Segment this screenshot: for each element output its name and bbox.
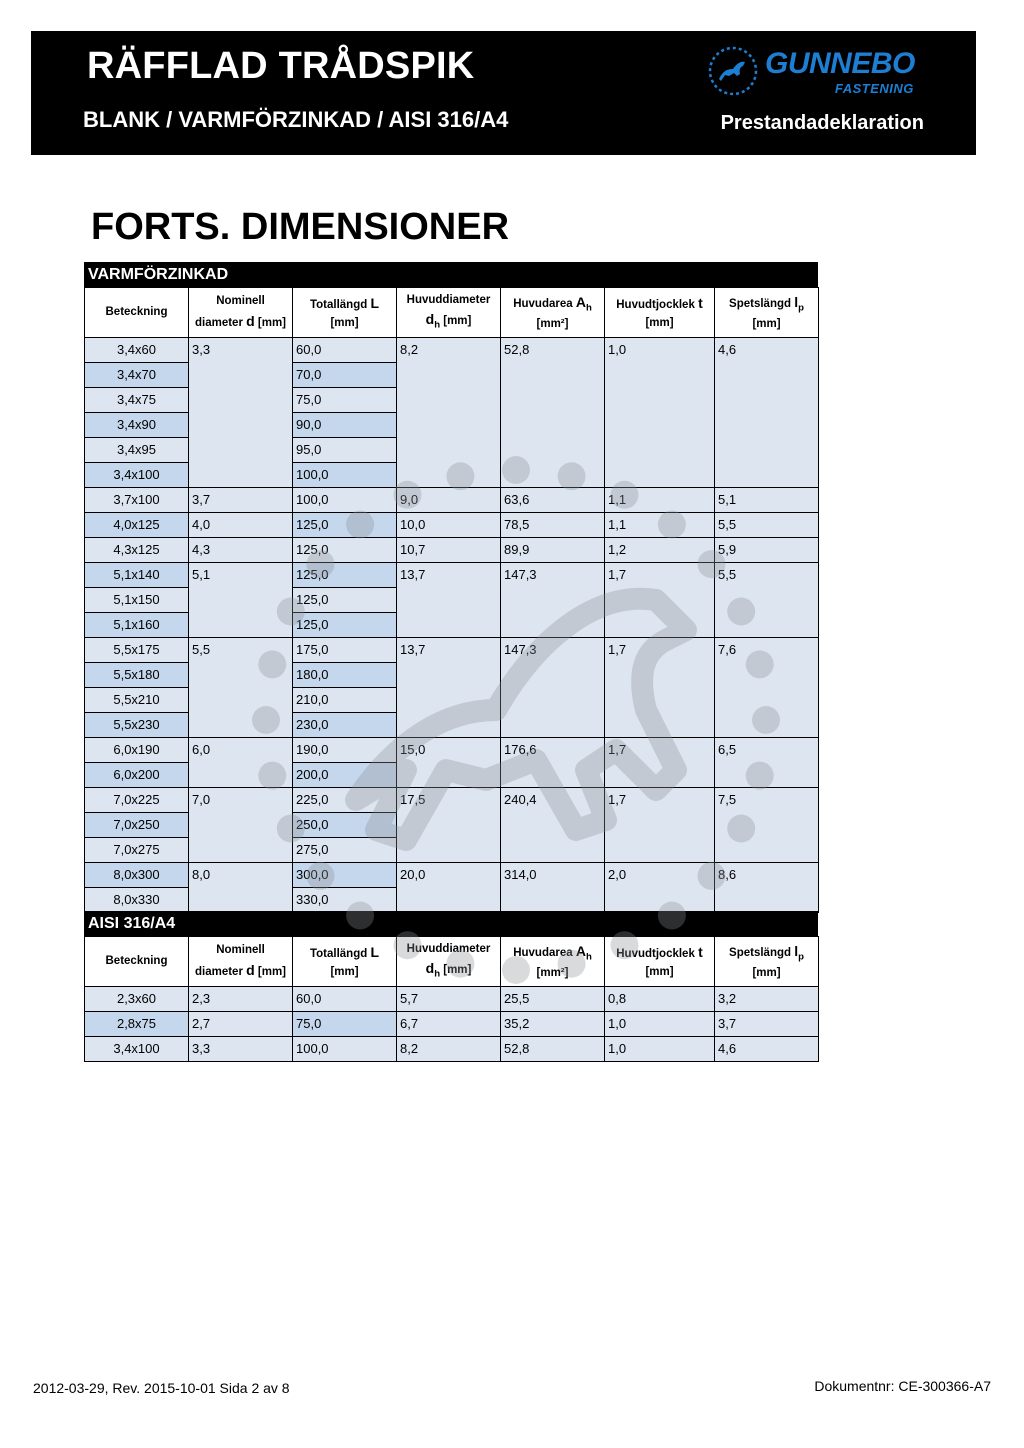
cell-beteckning: 2,3x60 <box>85 987 189 1012</box>
cell-beteckning: 3,4x60 <box>85 338 189 363</box>
cell-beteckning: 3,4x90 <box>85 413 189 438</box>
cell-beteckning: 5,1x140 <box>85 563 189 588</box>
cell-nominell-diameter: 2,3 <box>189 987 293 1012</box>
table-row <box>85 563 819 588</box>
cell-beteckning: 7,0x225 <box>85 788 189 813</box>
cell-huvudtjocklek: 1,0 <box>605 338 715 488</box>
cell-huvuddiameter: 8,2 <box>397 1037 501 1062</box>
cell-huvudarea: 52,8 <box>501 338 605 488</box>
cell-huvuddiameter: 6,7 <box>397 1012 501 1037</box>
cell-huvudtjocklek: 2,0 <box>605 863 715 913</box>
cell-huvudtjocklek: 1,0 <box>605 1037 715 1062</box>
cell-totallangd: 70,0 <box>293 363 397 388</box>
footer-date-page: 2012-03-29, Rev. 2015-10-01 Sida 2 av 8 <box>33 1380 290 1396</box>
gunnebo-logo <box>707 45 927 101</box>
cell-huvudarea: 240,4 <box>501 788 605 863</box>
cell-beteckning: 5,5x175 <box>85 638 189 663</box>
cell-huvuddiameter: 5,7 <box>397 987 501 1012</box>
cell-huvuddiameter: 13,7 <box>397 638 501 738</box>
cell-nominell-diameter: 4,3 <box>189 538 293 563</box>
table-row <box>85 788 819 813</box>
logo-word: GUNNEBO <box>765 47 915 80</box>
cell-nominell-diameter: 7,0 <box>189 788 293 863</box>
cell-huvudarea: 147,3 <box>501 638 605 738</box>
table-row <box>85 1012 819 1037</box>
cell-beteckning: 5,5x230 <box>85 713 189 738</box>
table-row <box>85 538 819 563</box>
cell-nominell-diameter: 4,0 <box>189 513 293 538</box>
cell-huvudtjocklek: 1,1 <box>605 488 715 513</box>
cell-totallangd: 175,0 <box>293 638 397 663</box>
cell-nominell-diameter: 8,0 <box>189 863 293 913</box>
table-row <box>85 987 819 1012</box>
cell-spetslangd: 5,9 <box>715 538 819 563</box>
col-beteckning: Beteckning <box>85 937 189 987</box>
cell-beteckning: 5,5x180 <box>85 663 189 688</box>
cell-huvuddiameter: 17,5 <box>397 788 501 863</box>
document-title: RÄFFLAD TRÅDSPIK <box>87 45 475 87</box>
cell-huvuddiameter: 15,0 <box>397 738 501 788</box>
cell-huvudarea: 52,8 <box>501 1037 605 1062</box>
horse-emblem-icon <box>707 45 759 97</box>
col-beteckning: Beteckning <box>85 288 189 338</box>
col-huvudarea: Huvudarea $A_h$ [mm²] <box>501 937 605 987</box>
table-row <box>85 338 819 363</box>
varmforzinkad-table-body <box>85 338 819 913</box>
cell-huvuddiameter: 10,0 <box>397 513 501 538</box>
cell-spetslangd: 5,5 <box>715 563 819 638</box>
cell-huvuddiameter: 8,2 <box>397 338 501 488</box>
cell-huvuddiameter: 10,7 <box>397 538 501 563</box>
varmforzinkad-table-block <box>84 262 818 913</box>
cell-huvuddiameter: 13,7 <box>397 563 501 638</box>
logo-sub: FASTENING <box>835 81 914 96</box>
cell-spetslangd: 7,5 <box>715 788 819 863</box>
cell-totallangd: 125,0 <box>293 538 397 563</box>
cell-nominell-diameter: 5,1 <box>189 563 293 638</box>
cell-spetslangd: 3,2 <box>715 987 819 1012</box>
cell-beteckning: 6,0x200 <box>85 763 189 788</box>
document-type: Prestandadeklaration <box>720 112 924 134</box>
cell-beteckning: 3,4x70 <box>85 363 189 388</box>
cell-totallangd: 330,0 <box>293 888 397 913</box>
cell-huvuddiameter: 9,0 <box>397 488 501 513</box>
table-row <box>85 638 819 663</box>
cell-totallangd: 125,0 <box>293 588 397 613</box>
table-row <box>85 863 819 888</box>
col-totallangd: Totallängd L [mm] <box>293 937 397 987</box>
document-subtitle: BLANK / VARMFÖRZINKAD / AISI 316/A4 <box>83 107 509 132</box>
cell-spetslangd: 6,5 <box>715 738 819 788</box>
col-nominell-diameter: Nominell diameter d [mm] <box>189 937 293 987</box>
section-heading: FORTS. DIMENSIONER <box>91 206 510 248</box>
cell-huvudtjocklek: 1,7 <box>605 738 715 788</box>
cell-nominell-diameter: 3,3 <box>189 1037 293 1062</box>
cell-beteckning: 8,0x330 <box>85 888 189 913</box>
header-band <box>31 31 976 155</box>
aisi-table <box>84 936 819 1062</box>
cell-huvudarea: 147,3 <box>501 563 605 638</box>
col-spetslangd: Spetslängd $l_p$ [mm] <box>715 937 819 987</box>
cell-totallangd: 60,0 <box>293 987 397 1012</box>
cell-totallangd: 180,0 <box>293 663 397 688</box>
table-row <box>85 1037 819 1062</box>
cell-huvudtjocklek: 1,7 <box>605 788 715 863</box>
cell-huvudarea: 35,2 <box>501 1012 605 1037</box>
cell-totallangd: 95,0 <box>293 438 397 463</box>
cell-totallangd: 90,0 <box>293 413 397 438</box>
cell-totallangd: 200,0 <box>293 763 397 788</box>
cell-totallangd: 250,0 <box>293 813 397 838</box>
cell-totallangd: 210,0 <box>293 688 397 713</box>
cell-huvudtjocklek: 1,7 <box>605 638 715 738</box>
cell-spetslangd: 5,1 <box>715 488 819 513</box>
cell-huvudarea: 314,0 <box>501 863 605 913</box>
table-row <box>85 738 819 763</box>
col-spetslangd: Spetslängd $l_p$ [mm] <box>715 288 819 338</box>
cell-huvudarea: 89,9 <box>501 538 605 563</box>
cell-totallangd: 300,0 <box>293 863 397 888</box>
cell-huvudarea: 78,5 <box>501 513 605 538</box>
cell-huvudtjocklek: 1,7 <box>605 563 715 638</box>
table-row <box>85 488 819 513</box>
cell-beteckning: 7,0x275 <box>85 838 189 863</box>
cell-beteckning: 2,8x75 <box>85 1012 189 1037</box>
col-huvudtjocklek: Huvudtjocklek t [mm] <box>605 937 715 987</box>
cell-beteckning: 3,4x75 <box>85 388 189 413</box>
aisi-band: AISI 316/A4 <box>84 911 818 936</box>
cell-huvudtjocklek: 1,1 <box>605 513 715 538</box>
cell-huvudarea: 63,6 <box>501 488 605 513</box>
cell-totallangd: 125,0 <box>293 513 397 538</box>
cell-nominell-diameter: 3,3 <box>189 338 293 488</box>
cell-beteckning: 5,1x160 <box>85 613 189 638</box>
col-huvudtjocklek: Huvudtjocklek t [mm] <box>605 288 715 338</box>
col-huvuddiameter: Huvuddiameter $d_h$ [mm] <box>397 288 501 338</box>
footer-document-number: Dokumentnr: CE-300366-A7 <box>814 1378 991 1394</box>
aisi-table-block <box>84 911 818 1062</box>
cell-huvudtjocklek: 1,0 <box>605 1012 715 1037</box>
cell-beteckning: 4,0x125 <box>85 513 189 538</box>
cell-nominell-diameter: 5,5 <box>189 638 293 738</box>
aisi-table-body <box>85 987 819 1062</box>
cell-beteckning: 4,3x125 <box>85 538 189 563</box>
cell-beteckning: 3,4x100 <box>85 463 189 488</box>
cell-beteckning: 8,0x300 <box>85 863 189 888</box>
cell-totallangd: 75,0 <box>293 1012 397 1037</box>
cell-totallangd: 190,0 <box>293 738 397 763</box>
cell-totallangd: 60,0 <box>293 338 397 363</box>
cell-spetslangd: 4,6 <box>715 1037 819 1062</box>
col-nominell-diameter: Nominell diameter d [mm] <box>189 288 293 338</box>
cell-beteckning: 5,1x150 <box>85 588 189 613</box>
cell-spetslangd: 3,7 <box>715 1012 819 1037</box>
cell-beteckning: 3,4x100 <box>85 1037 189 1062</box>
cell-totallangd: 100,0 <box>293 1037 397 1062</box>
cell-huvudtjocklek: 0,8 <box>605 987 715 1012</box>
cell-nominell-diameter: 6,0 <box>189 738 293 788</box>
cell-totallangd: 75,0 <box>293 388 397 413</box>
cell-spetslangd: 8,6 <box>715 863 819 913</box>
cell-beteckning: 5,5x210 <box>85 688 189 713</box>
table-row <box>85 513 819 538</box>
cell-totallangd: 100,0 <box>293 463 397 488</box>
cell-huvuddiameter: 20,0 <box>397 863 501 913</box>
cell-totallangd: 275,0 <box>293 838 397 863</box>
cell-spetslangd: 5,5 <box>715 513 819 538</box>
table-header <box>85 937 819 987</box>
cell-huvudarea: 25,5 <box>501 987 605 1012</box>
varmforzinkad-table <box>84 287 819 913</box>
cell-spetslangd: 4,6 <box>715 338 819 488</box>
col-huvuddiameter: Huvuddiameter $d_h$ [mm] <box>397 937 501 987</box>
table-header <box>85 288 819 338</box>
cell-beteckning: 3,4x95 <box>85 438 189 463</box>
varmforzinkad-band: VARMFÖRZINKAD <box>84 262 818 287</box>
cell-nominell-diameter: 3,7 <box>189 488 293 513</box>
cell-totallangd: 230,0 <box>293 713 397 738</box>
cell-totallangd: 225,0 <box>293 788 397 813</box>
cell-beteckning: 6,0x190 <box>85 738 189 763</box>
cell-beteckning: 3,7x100 <box>85 488 189 513</box>
cell-huvudtjocklek: 1,2 <box>605 538 715 563</box>
cell-totallangd: 125,0 <box>293 563 397 588</box>
column-header-row <box>85 937 819 987</box>
col-huvudarea: Huvudarea $A_h$ [mm²] <box>501 288 605 338</box>
cell-totallangd: 100,0 <box>293 488 397 513</box>
cell-beteckning: 7,0x250 <box>85 813 189 838</box>
cell-totallangd: 125,0 <box>293 613 397 638</box>
col-totallangd: Totallängd L [mm] <box>293 288 397 338</box>
cell-spetslangd: 7,6 <box>715 638 819 738</box>
cell-huvudarea: 176,6 <box>501 738 605 788</box>
cell-nominell-diameter: 2,7 <box>189 1012 293 1037</box>
column-header-row <box>85 288 819 338</box>
